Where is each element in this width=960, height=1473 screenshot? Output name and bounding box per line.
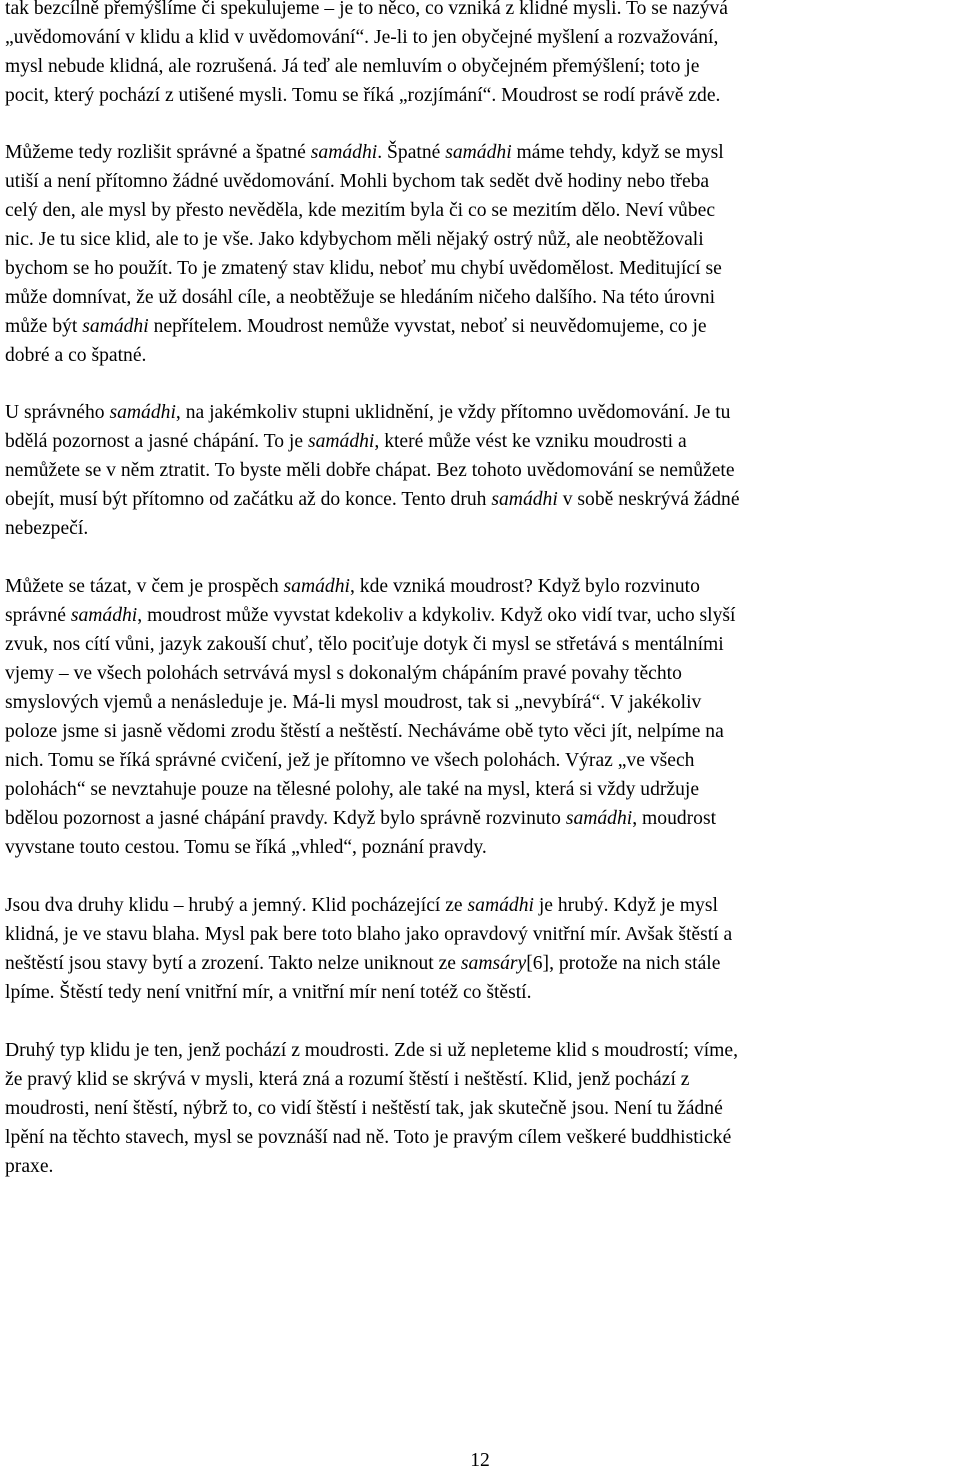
text-line (5, 1036, 955, 1065)
text-line (5, 775, 955, 804)
text-line (5, 398, 955, 427)
text-run: správné (5, 605, 71, 626)
text-run: může domnívat, že už dosáhl cíle, a neobtěžuje se hledáním ničeho dalšího. Na této úrovni (5, 287, 716, 308)
text-line (5, 1152, 955, 1181)
text-line (5, 514, 955, 543)
text-line (5, 196, 955, 225)
text-run: , moudrost (632, 808, 717, 829)
text-run: máme tehdy, když se mysl (511, 142, 724, 163)
italic-term: samádhi (283, 576, 350, 597)
text-line (5, 920, 955, 949)
text-run: nich. Tomu se říká správné cvičení, jež je přítomno ve všech polohách. Výraz „ve všech (5, 750, 695, 771)
text-line (5, 52, 955, 81)
text-run: bychom se ho použít. To je zmatený stav klidu, neboť mu chybí uvědomělost. Meditující se (5, 258, 722, 279)
italic-term: samádhi (82, 316, 149, 337)
text-run: polohách“ se nevztahuje pouze na tělesné polohy, ale také na mysl, která si vždy udržuje (5, 779, 700, 800)
text-run: nebezpečí. (5, 518, 89, 539)
text-line (5, 427, 955, 456)
italic-term: samádhi (491, 489, 558, 510)
text-run: „uvědomování v klidu a klid v uvědomování“. Je-li to jen obyčejné myšlení a rozvažování, (5, 27, 719, 48)
text-line (5, 167, 955, 196)
text-line (5, 456, 955, 485)
text-run: zvuk, nos cítí vůni, jazyk zakouší chuť, tělo pociťuje dotyk či mysl se střetává s mentálními (5, 634, 724, 655)
text-run: bdělá pozornost a jasné chápání. To je (5, 431, 308, 452)
text-run: U správného (5, 402, 110, 423)
italic-term: samádhi (565, 808, 633, 829)
text-line (5, 254, 955, 283)
text-line (5, 1065, 955, 1094)
text-line (5, 601, 955, 630)
text-run: pocit, který pochází z utišené mysli. Tomu se říká „rozjímání“. Moudrost se rodí právě zde. (5, 85, 721, 106)
text-run: , moudrost může vyvstat kdekoliv a kdykoliv. Když oko vidí tvar, ucho slyší (137, 605, 736, 626)
text-run: v sobě neskrývá žádné (557, 489, 740, 510)
text-run: mysl nebude klidná, ale rozrušená. Já teď ale nemluvím o obyčejném přemýšlení; toto je (5, 56, 700, 77)
text-line (5, 485, 955, 514)
text-run: Jsou dva druhy klidu – hrubý a jemný. Klid pocházející ze (5, 895, 468, 916)
text-run: moudrosti, není štěstí, nýbrž to, co vidí štěstí i neštěstí tak, jak skutečně jsou. Není tu žádné (5, 1098, 723, 1119)
italic-term: samádhi (307, 431, 375, 452)
text-run: Můžete se tázat, v čem je prospěch (5, 576, 284, 597)
text-run: bdělou pozornost a jasné chápání pravdy. Když bylo správně rozvinuto (5, 808, 566, 829)
text-line (5, 23, 955, 52)
text-line (5, 659, 955, 688)
text-run: Druhý typ klidu je ten, jenž pochází z moudrosti. Zde si už nepleteme klid s moudrostí; víme, (5, 1040, 738, 1061)
text-line (5, 688, 955, 717)
text-run: může být (5, 316, 83, 337)
text-run: tak bezcílně přemýšlíme či spekulujeme – je to něco, co vzniká z klidné mysli. To se nazývá (5, 0, 729, 19)
text-line (5, 717, 955, 746)
italic-term: samsáry (460, 953, 527, 974)
paragraph (5, 138, 955, 370)
text-run: lpění na těchto stavech, mysl se povznáší nad ně. Toto je pravým cílem veškeré buddhistické (5, 1127, 732, 1148)
text-line (5, 81, 955, 110)
text-run: , na jakémkoliv stupni uklidnění, je vždy přítomno uvědomování. Je tu (175, 402, 731, 423)
paragraph (5, 572, 955, 862)
text-run: klidná, je ve stavu blaha. Mysl pak bere toto blaho jako opravdový vnitřní mír. Avšak štěstí a (5, 924, 733, 945)
text-line (5, 804, 955, 833)
text-run: Můžeme tedy rozlišit správné a špatné (5, 142, 311, 163)
paragraph (5, 1036, 955, 1181)
page-number: 12 (470, 1450, 490, 1471)
text-line (5, 0, 955, 23)
text-line (5, 891, 955, 920)
document-page (5, 0, 955, 1181)
text-run: obejít, musí být přítomno od začátku až do konce. Tento druh (5, 489, 492, 510)
text-run: nepřítelem. Moudrost nemůže vyvstat, neboť si neuvědomujeme, co je (148, 316, 707, 337)
text-run: praxe. (5, 1156, 54, 1177)
text-run: smyslových vjemů a nenásleduje je. Má-li mysl moudrost, tak si „nevybírá“. V jakékoliv (5, 692, 702, 713)
text-line (5, 1123, 955, 1152)
text-run: , kde vzniká moudrost? Když bylo rozvinuto (349, 576, 700, 597)
text-run: dobré a co špatné. (5, 345, 147, 366)
italic-term: samádhi (467, 895, 534, 916)
text-line (5, 833, 955, 862)
text-run: [6], protože na nich stále (526, 953, 721, 974)
text-run: nemůžete se v něm ztratit. To byste měli dobře chápat. Bez tohoto uvědomování se nemůžete (5, 460, 735, 481)
text-run: je hrubý. Když je mysl (533, 895, 718, 916)
text-line (5, 225, 955, 254)
text-run: nic. Je tu sice klid, ale to je vše. Jako kdybychom měli nějaký ostrý nůž, ale neobtěžovali (5, 229, 704, 250)
text-run: že pravý klid se skrývá v mysli, která zná a rozumí štěstí i neštěstí. Klid, jenž pochází z (5, 1069, 690, 1090)
paragraph (5, 398, 955, 543)
text-line (5, 1094, 955, 1123)
italic-term: samádhi (109, 402, 176, 423)
text-run: . Špatné (377, 142, 446, 163)
text-run: vjemy – ve všech polohách setrvává mysl s dokonalým chápáním pravé povahy těchto (5, 663, 682, 684)
text-run: neštěstí jsou stavy bytí a zrození. Takto nelze uniknout ze (5, 953, 461, 974)
text-line (5, 138, 955, 167)
italic-term: samádhi (310, 142, 378, 163)
text-run: celý den, ale mysl by přesto nevěděla, kde mezitím byla či co se mezitím dělo. Neví vůbec (5, 200, 716, 221)
italic-term: samádhi (445, 142, 512, 163)
text-line (5, 283, 955, 312)
text-run: , které může vést ke vzniku moudrosti a (374, 431, 687, 452)
text-line (5, 572, 955, 601)
text-line (5, 978, 955, 1007)
paragraph (5, 0, 955, 110)
text-line (5, 746, 955, 775)
text-line (5, 949, 955, 978)
text-run: poloze jsme si jasně vědomi zrodu štěstí a neštěstí. Necháváme obě tyto věci jít, nelpíme na (5, 721, 724, 742)
text-run: vyvstane touto cestou. Tomu se říká „vhled“, poznání pravdy. (5, 837, 487, 858)
paragraph (5, 891, 955, 1007)
text-run: utiší a není přítomno žádné uvědomování. Mohli bychom tak sedět dvě hodiny nebo třeba (5, 171, 710, 192)
text-run: lpíme. Štěstí tedy není vnitřní mír, a vnitřní mír není totéž co štěstí. (5, 982, 532, 1003)
italic-term: samádhi (70, 605, 138, 626)
text-line (5, 341, 955, 370)
text-line (5, 312, 955, 341)
text-line (5, 630, 955, 659)
